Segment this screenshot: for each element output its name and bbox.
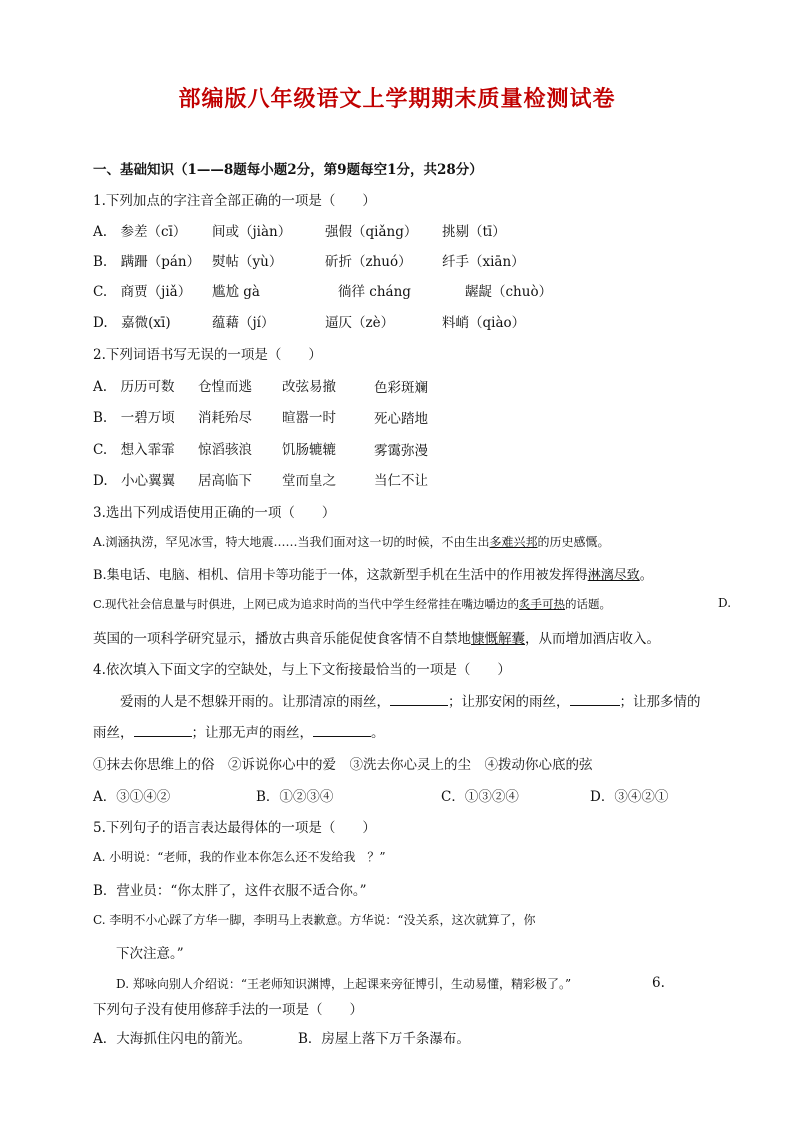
- q4-option-d: D．③④②①: [590, 789, 669, 805]
- q3-b-post: 。: [639, 568, 653, 583]
- q3-b-idiom: 淋漓尽致: [587, 568, 640, 583]
- q3-option-c: [93, 596, 611, 612]
- q5-option-c-line1: C. 李明不小心踩了方华一脚，李明马上表歉意。方华说：“没关系，这次就算了，你: [93, 913, 536, 927]
- q1-a-4: 挑剔（tī）: [442, 224, 506, 240]
- q4-blank-3: [134, 724, 192, 737]
- q1-c-3: 徜徉 cháng: [338, 284, 411, 300]
- q4-passage-line2: [93, 721, 385, 741]
- q1-stem: 1.下列加点的字注音全部正确的一项是（ ）: [93, 193, 376, 209]
- q2-a-3: 改弦易撤: [282, 379, 336, 395]
- q1-b-1: B. 蹒跚（pán）: [93, 254, 201, 270]
- q2-b-3: 暄嚣一时: [282, 410, 336, 426]
- q2-d-3: 堂而皇之: [282, 473, 336, 489]
- q3-stem: 3.选出下列成语使用正确的一项（ ）: [93, 505, 336, 521]
- q4-option-b: B．①②③④: [256, 789, 334, 805]
- q3-c-post: 的话题。: [565, 597, 612, 611]
- q6-number: 6.: [652, 975, 665, 991]
- q3-a-post: 的历史感慨。: [537, 535, 610, 549]
- q5-option-d: D. 郑咏向别人介绍说：“王老师知识渊博，上起课来旁征博引，生动易懂，精彩极了。”: [116, 977, 572, 991]
- q5-option-c-line2: 下次注意。”: [116, 946, 184, 962]
- q3-a-idiom: 多难兴邦: [489, 535, 538, 549]
- q4-p1a: 爱雨的人是不想躲开雨的。让那清凉的雨丝，: [120, 694, 390, 710]
- q2-c-4: 雾霭弥漫: [374, 443, 428, 459]
- q4-p1c: ；让那多情的: [619, 694, 701, 710]
- q2-d-1: D. 小心翼翼: [93, 473, 176, 489]
- q3-option-b: [93, 564, 653, 583]
- q4-blank-2: [570, 693, 620, 706]
- q4-blank-1: [390, 693, 448, 706]
- q3-b-pre: B.集电话、电脑、相机、信用卡等功能于一体，这款新型手机在生活中的作用被发挥得: [93, 568, 588, 583]
- q2-d-4: 当仁不让: [374, 473, 428, 489]
- q2-c-1: C. 想入霏霏: [93, 442, 175, 458]
- q4-p2b: ；让那无声的雨丝，: [191, 725, 313, 741]
- q2-c-3: 饥肠辘辘: [282, 442, 336, 458]
- q1-b-3: 斫折（zhuó）: [325, 254, 412, 270]
- q5-option-a: A. 小明说：“老师，我的作业本你怎么还不发给我 ？”: [93, 850, 386, 864]
- q2-c-2: 惊滔骇浪: [198, 442, 252, 458]
- q3-d-post: ，从而增加酒店收入。: [525, 631, 660, 647]
- q2-a-4: 色彩斑斓: [374, 380, 428, 396]
- section-heading: 一、基础知识（1——8题每小题2分，第9题每空1分，共28分）: [93, 162, 483, 178]
- q1-a-2: 间或（jiàn）: [212, 224, 292, 240]
- q1-c-1: C. 商贾（jiǎ）: [93, 284, 192, 300]
- q4-stem: 4.依次填入下面文字的空缺处，与上下文衔接最恰当的一项是（ ）: [93, 662, 511, 678]
- q2-a-1: A. 历历可数: [93, 379, 175, 395]
- q2-b-2: 消耗殆尽: [198, 410, 252, 426]
- q1-d-3: 逼仄（zè）: [325, 315, 395, 331]
- q6-stem: 下列句子没有使用修辞手法的一项是（ ）: [93, 1002, 363, 1018]
- q4-blank-4: [313, 724, 371, 737]
- page-title: 部编版八年级语文上学期期末质量检测试卷: [178, 86, 616, 112]
- q3-d-idiom: 慷慨解囊: [471, 631, 525, 647]
- q5-option-b: B．营业员：“你太胖了，这件衣服不适合你。”: [93, 883, 367, 899]
- q2-b-4: 死心踏地: [374, 411, 428, 427]
- q5-stem: 5.下列句子的语言表达最得体的一项是（ ）: [93, 820, 376, 836]
- q3-d-pre: 英国的一项科学研究显示，播放古典音乐能促使食客情不自禁地: [93, 631, 471, 647]
- q2-b-1: B. 一碧万顷: [93, 410, 175, 426]
- q6-option-b: B．房屋上落下万千条瀑布。: [298, 1031, 470, 1047]
- q3-c-pre: C.现代社会信息量与时俱进，上网已成为追求时尚的当代中学生经常挂在嘴边嚼边的: [93, 597, 520, 611]
- q4-passage-line1: [120, 690, 701, 710]
- q3-d-label: D.: [718, 596, 732, 610]
- q1-b-4: 纤手（xiān）: [442, 254, 525, 270]
- q3-a-pre: A.浏涵执涝，罕见冰雪，特大地震……当我们面对这一切的时候，不由生出: [93, 535, 490, 549]
- q6-option-a: A．大海抓住闪电的箭光。: [93, 1031, 252, 1047]
- q4-option-c: C．①③②④: [441, 789, 519, 805]
- q1-b-2: 熨帖（yù）: [212, 254, 283, 270]
- q2-d-2: 居高临下: [198, 473, 252, 489]
- q1-a-3: 强假（qiǎng）: [325, 224, 418, 240]
- q4-p1b: ；让那安闲的雨丝，: [448, 694, 570, 710]
- q4-p2c: 。: [371, 725, 385, 741]
- q3-option-d: [93, 627, 660, 647]
- q3-c-idiom: 炙手可热: [519, 597, 566, 611]
- q1-d-2: 蕴藉（jí）: [212, 315, 275, 331]
- q1-c-4: 龌龊（chuò）: [465, 284, 553, 300]
- q2-stem: 2.下列词语书写无误的一项是（ ）: [93, 347, 322, 363]
- q4-p2a: 雨丝，: [93, 725, 134, 741]
- q1-a-1: A. 参差（cī）: [93, 224, 187, 240]
- q1-c-2: 尴尬 gà: [212, 284, 260, 300]
- q4-items: ①抹去你思维上的俗 ②诉说你心中的爱 ③洗去你心灵上的尘 ④拨动你心底的弦: [93, 757, 593, 773]
- q2-a-2: 仓惶而逃: [198, 379, 252, 395]
- q3-option-a: [93, 533, 610, 550]
- q1-d-1: D. 嘉微(xī): [93, 315, 171, 331]
- q1-d-4: 料峭（qiào）: [442, 315, 526, 331]
- q4-option-a: A．③①④②: [93, 789, 171, 805]
